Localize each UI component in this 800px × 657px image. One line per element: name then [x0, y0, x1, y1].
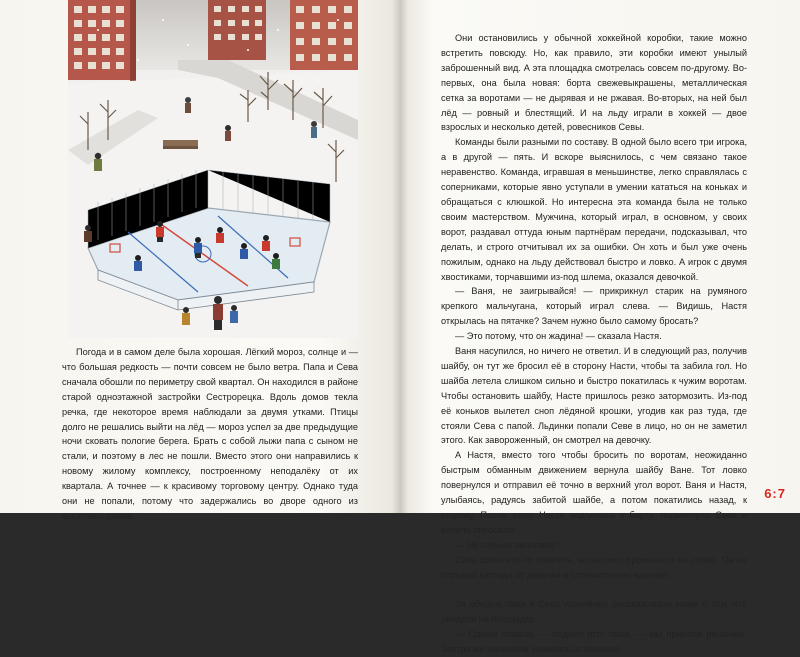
paragraph: — Одним словом, — подвёл итог папа, — мы приняли решение. Завтра же начинаем заниматься хоккеем!: [441, 629, 747, 655]
right-page: [400, 0, 800, 655]
paragraph: Ваня насупился, но ничего не ответил. И в следующий раз, получив шайбу, он тут же бросил её в сторону Насти, чтобы та забила гол. Но шайба летела слишком сильно и быстро покатилась к чужим воротам. Чтобы остановить шайбу, Насте пришлось резко затормозить. Из-под её коньков вылетел сноп лёдяной крошки, угодив как раз туда, где стояли Сева с папой. Льдинки попали Севе в лицо, но он не заметил этого. Как завороженный, он смотрел на девочку.: [441, 346, 747, 446]
paragraph: — Не сильно засыпала?: [455, 539, 560, 550]
paragraph: Они остановились у обычной хоккейной коробки, такие можно встретить повсюду. Но, как правило, эти коробки имеют унылый заброшенный вид. А эта площадка смотрелась совсем по-другому. Во-первых, она была новая: борта свежевыкрашены, металлическая сетка за воротами — не дырявая и не ржавая. Во-вторых, на ней был лёд — ровный и блестящий. И на льду играли в хоккей — двое взрослых и несколько детей, ровесников Севы.: [441, 33, 747, 133]
paragraph: За обедом папа и Сева увлечённо рассказывали маме о том, что увидели на площадке.: [441, 599, 747, 625]
right-page-text: [441, 31, 747, 657]
book-gutter: [392, 0, 408, 513]
left-page: [0, 0, 400, 521]
left-page-text: [62, 345, 358, 524]
paragraph: — Ваня, не заигрывайся! — прикрикнул старик на румяного крепкого мальчугана, который играл слева. — Видишь, Настя открылась на пятачке? Зачем нужно было самому бросать?: [441, 286, 747, 327]
paragraph: Погода и в самом деле была хорошая. Лёгкий мороз, солнце и — что большая редкость — почти совсем не было ветра. Папа и Сева сначала обошли по периметру свой квартал. Он находился в районе старой одноэтажной застройки Сестрорецка. Вдоль домов текла речка, где некоторое время наблюдали за двумя утками. Птицы долго не решались выйти на лёд — мороз успел за две предыдущие ночи сковать пологие берега. Брать с собой лыжи папа с сыном не стали, и поэтому в лес не пошли. Вместо этого они направились к новому жилому комплексу, построенному неподалёку от их квартала. А точнее — к красивому торговому центру. Однако туда они не попали, потому что задержались во дворе одного из высотных домов.: [62, 347, 358, 521]
paragraph: Сева хотел что-то ответить, но не смог произнести ни слова. Он не отрывал взгляда от девочки и стремительно краснел.: [441, 554, 747, 580]
paragraph: Команды были разными по составу. В одной было всего три игрока, а в другой — пять. И вскоре выяснилось, с чем связано такое неравенство. Команда, игравшая в меньшинстве, легко справлялась с соперниками, которые явно уступали в умении кататься на коньках и обращаться с клюшкой. Но интересна эта команда была не только своим мастерством. Мужчина, который играл, в основном, у своих ворот, раздавал оттуда юным партнёрам передачи, подсказывал, что делать, и строго отчитывал их за ошибки. Он хоть и был уже очень пожилым, однако на льду действовал быстро и ловко. А игрок с двумя хвостиками, торчавшими из-под шлема, оказался девочкой.: [441, 137, 747, 282]
paragraph: — Это потому, что он жадина! — сказала Настя.: [455, 331, 662, 342]
paragraph: А Настя, вместо того чтобы бросить по воротам, неожиданно быстрым обманным движением вернула шайбу Ване. Тот ловко повернулся и отправил её точно в верхний угол ворот. Ваня и Настя, улыбаясь, радуясь забитой шайбе, а потом покатились назад, к старику. После этого Настя подъехала к борту, подмигнула Севе и весело спросила:: [441, 450, 747, 535]
hockey-rink-illustration: [68, 0, 358, 338]
page-number: 6:7: [764, 486, 786, 501]
